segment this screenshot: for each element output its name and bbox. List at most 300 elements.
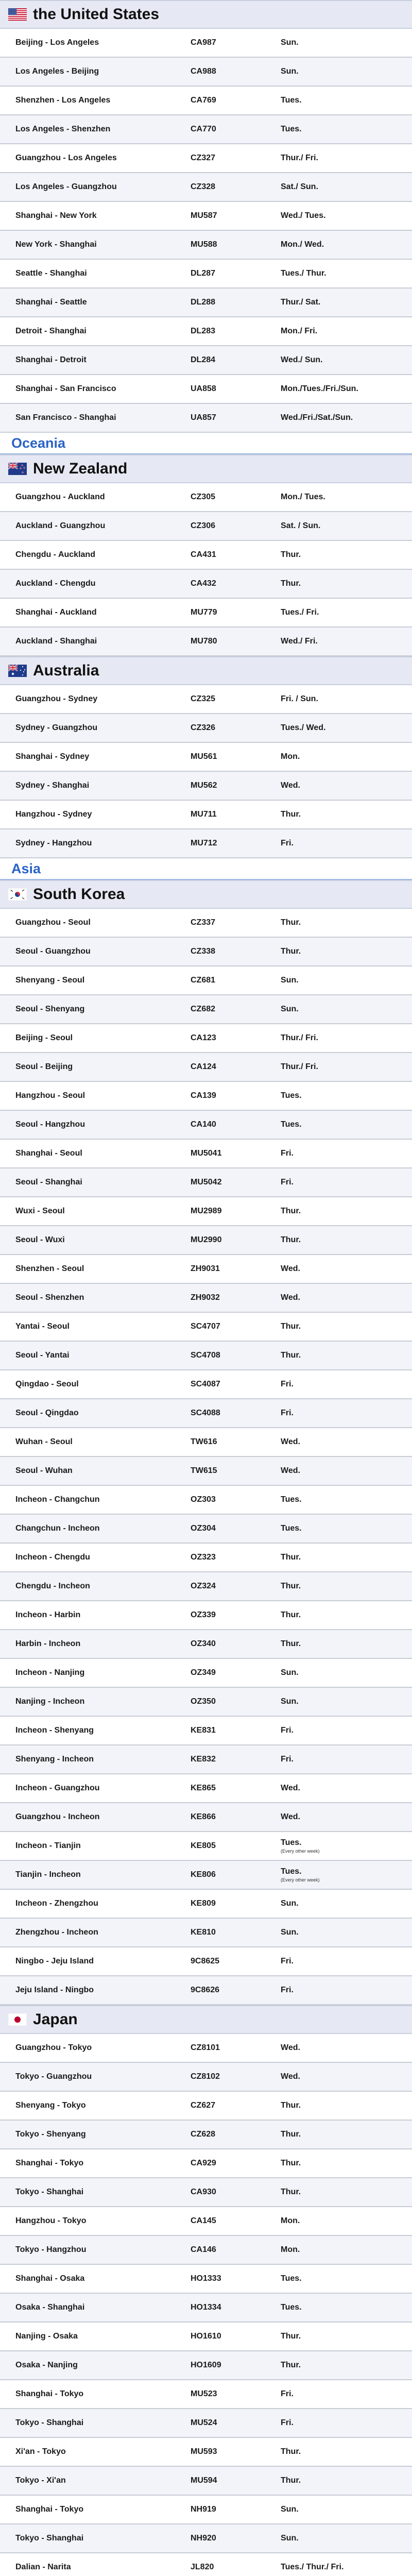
days-cell-text: Fri. <box>281 1409 294 1417</box>
table-row <box>0 909 412 938</box>
route-cell-text: Wuxi - Seoul <box>15 1207 65 1215</box>
route-cell-text: Tokyo - Hangzhou <box>15 2245 87 2254</box>
flight-number-cell-text: MU588 <box>191 240 217 249</box>
route-cell-text: Shanghai - New York <box>15 211 97 220</box>
flight-number-cell-text: CZ627 <box>191 2101 216 2110</box>
table-row <box>0 628 412 656</box>
days-cell-text: Thur./ Fri. <box>281 154 318 162</box>
days-cell <box>281 2332 412 2341</box>
route-cell <box>0 2418 191 2428</box>
flight-number-cell-text: CZ325 <box>191 694 216 703</box>
route-cell <box>0 1726 191 1735</box>
flight-number-cell <box>191 413 281 422</box>
table-row <box>0 2063 412 2092</box>
flight-number-cell-text: CA432 <box>191 579 216 588</box>
route-cell-text: Osaka - Shanghai <box>15 2303 85 2312</box>
flight-number-cell-text: CZ326 <box>191 723 216 732</box>
days-cell <box>281 1264 412 1274</box>
country-heading <box>0 454 412 483</box>
route-cell <box>0 240 191 249</box>
route-cell-text: Shanghai - Tokyo <box>15 2505 84 2514</box>
route-cell <box>0 355 191 365</box>
days-cell <box>281 579 412 588</box>
flight-number-cell <box>191 1495 281 1504</box>
days-cell <box>281 976 412 985</box>
flight-number-cell-text: UA857 <box>191 413 216 422</box>
days-cell-text: Wed. <box>281 1812 300 1821</box>
table-row <box>0 2149 412 2178</box>
route-cell <box>0 2563 191 2572</box>
flight-number-cell <box>191 2274 281 2283</box>
route-cell <box>0 608 191 617</box>
flight-number-cell <box>191 1697 281 1706</box>
days-cell-text: Sun. <box>281 1668 299 1677</box>
flight-number-cell-text: CZ8101 <box>191 2043 220 2052</box>
flight-number-cell <box>191 1784 281 1793</box>
flight-number-cell <box>191 1322 281 1331</box>
route-cell <box>0 1812 191 1822</box>
days-cell <box>281 839 412 848</box>
flight-number-cell-text: DL287 <box>191 269 216 278</box>
route-cell-text: Wuhan - Seoul <box>15 1437 73 1446</box>
days-cell <box>281 1668 412 1677</box>
route-cell-text: Shenzhen - Seoul <box>15 1264 84 1273</box>
route-cell <box>0 211 191 221</box>
flight-number-cell-text: CZ327 <box>191 154 216 162</box>
flight-number-cell-text: SC4088 <box>191 1409 220 1417</box>
flight-number-cell <box>191 2361 281 2370</box>
days-cell-text: Tues. <box>281 96 302 105</box>
days-cell-text: Tues./ Thur./ Fri. <box>281 2563 344 2571</box>
days-cell-text: Mon./ Fri. <box>281 327 318 335</box>
days-cell-text: Sun. <box>281 2505 299 2514</box>
flight-number-cell-text: MU523 <box>191 2389 217 2398</box>
flight-number-cell <box>191 1668 281 1677</box>
days-cell-text: Thur. <box>281 579 301 588</box>
country-name: Australia <box>33 662 99 679</box>
route-cell <box>0 2274 191 2283</box>
table-row <box>0 2207 412 2236</box>
days-cell <box>281 96 412 105</box>
route-cell <box>0 1697 191 1706</box>
days-cell-text: Wed. <box>281 2043 300 2052</box>
flight-number-cell-text: CZ682 <box>191 1005 216 1013</box>
days-cell <box>281 2159 412 2168</box>
flight-number-cell <box>191 1928 281 1937</box>
days-cell-text: Sun. <box>281 2534 299 2543</box>
route-cell <box>0 1409 191 1418</box>
days-cell-text: Thur. <box>281 2476 301 2485</box>
table-row <box>0 714 412 743</box>
route-cell-text: Detroit - Shanghai <box>15 327 87 335</box>
days-cell-text: Wed. <box>281 1784 300 1792</box>
route-cell-text: Guangzhou - Los Angeles <box>15 154 117 162</box>
route-cell-text: Los Angeles - Beijing <box>15 67 99 76</box>
flight-number-cell-text: CA124 <box>191 1062 216 1071</box>
flight-number-cell-text: JL820 <box>191 2563 214 2571</box>
days-cell-text: Fri. / Sun. <box>281 694 318 703</box>
days-cell <box>281 1611 412 1620</box>
table-row <box>0 1370 412 1399</box>
flight-number-cell <box>191 1351 281 1360</box>
flight-number-cell-text: CZ328 <box>191 182 216 191</box>
days-cell <box>281 2274 412 2283</box>
route-cell-text: Seoul - Beijing <box>15 1062 73 1071</box>
flight-number-cell <box>191 2159 281 2168</box>
route-cell-text: Shenzhen - Los Angeles <box>15 96 111 105</box>
flight-number-cell-text: KE805 <box>191 1841 216 1850</box>
days-cell-text: Mon./ Tues. <box>281 493 325 501</box>
flight-number-cell-text: MU711 <box>191 810 217 819</box>
days-cell <box>281 2563 412 2572</box>
days-cell <box>281 1726 412 1735</box>
days-cell <box>281 240 412 249</box>
table-row <box>0 1832 412 1861</box>
days-cell <box>281 1380 412 1389</box>
days-cell <box>281 1005 412 1014</box>
route-cell <box>0 269 191 278</box>
route-cell-text: San Francisco - Shanghai <box>15 413 116 422</box>
days-cell <box>281 2216 412 2226</box>
flight-number-cell <box>191 752 281 761</box>
days-cell-text: Fri. <box>281 1957 294 1965</box>
days-cell-text: Thur./ Fri. <box>281 1033 318 1042</box>
days-cell <box>281 521 412 531</box>
country-name: New Zealand <box>33 460 128 477</box>
days-cell-text: Tues. <box>281 1091 302 1100</box>
flight-number-cell-text: OZ323 <box>191 1553 216 1562</box>
table-row <box>0 772 412 801</box>
route-cell <box>0 1495 191 1504</box>
days-cell-text: Tues. <box>281 1495 302 1504</box>
days-cell <box>281 1582 412 1591</box>
route-cell <box>0 154 191 163</box>
route-cell <box>0 1322 191 1331</box>
route-cell-text: Qingdao - Seoul <box>15 1380 79 1388</box>
route-cell-text: Guangzhou - Auckland <box>15 493 105 501</box>
days-cell <box>281 493 412 502</box>
table-row <box>0 231 412 260</box>
table-row <box>0 2092 412 2121</box>
table-row <box>0 2467 412 2496</box>
table-row <box>0 2236 412 2265</box>
flight-number-cell <box>191 298 281 307</box>
route-cell-text: Seoul - Wuhan <box>15 1466 73 1475</box>
table-row <box>0 2380 412 2409</box>
route-cell <box>0 579 191 588</box>
route-cell <box>0 2245 191 2255</box>
route-cell <box>0 38 191 47</box>
table-row <box>0 1601 412 1630</box>
flight-number-cell <box>191 947 281 956</box>
route-cell <box>0 413 191 422</box>
flight-number-cell <box>191 269 281 278</box>
table-row <box>0 404 412 433</box>
route-cell-text: Tokyo - Xi'an <box>15 2476 66 2485</box>
days-cell <box>281 1322 412 1331</box>
days-cell <box>281 2130 412 2139</box>
table-row <box>0 2034 412 2063</box>
table-row <box>0 1717 412 1745</box>
route-cell <box>0 327 191 336</box>
table-row <box>0 801 412 829</box>
route-cell <box>0 1380 191 1389</box>
days-cell-text: Sun. <box>281 976 299 985</box>
flight-number-cell-text: MU524 <box>191 2418 217 2427</box>
route-cell <box>0 2447 191 2456</box>
flight-number-cell <box>191 1755 281 1764</box>
table-row <box>0 2496 412 2524</box>
days-cell-text: Wed. <box>281 1293 300 1302</box>
route-cell-text: Shanghai - Sydney <box>15 752 90 761</box>
route-cell-text: Hangzhou - Sydney <box>15 810 92 819</box>
table-row <box>0 1486 412 1515</box>
days-cell-text: Wed./ Fri. <box>281 637 318 646</box>
kr-flag-icon <box>8 888 33 901</box>
days-cell-text: Fri. <box>281 1755 294 1764</box>
days-cell-text: Mon./ Wed. <box>281 240 324 249</box>
flight-number-cell-text: CZ628 <box>191 2130 216 2139</box>
days-cell-text: Thur. <box>281 2130 301 2139</box>
table-row <box>0 1515 412 1544</box>
flight-number-cell-text: CZ305 <box>191 493 216 501</box>
flight-number-cell <box>191 1293 281 1302</box>
flight-number-cell-text: SC4087 <box>191 1380 220 1388</box>
route-cell-text: Ningbo - Jeju Island <box>15 1957 94 1965</box>
flight-number-cell <box>191 1235 281 1245</box>
days-cell <box>281 1178 412 1187</box>
route-cell <box>0 694 191 704</box>
days-cell <box>281 637 412 646</box>
flight-number-cell-text: CA123 <box>191 1033 216 1042</box>
table-row <box>0 1342 412 1370</box>
route-cell <box>0 1264 191 1274</box>
route-cell <box>0 1178 191 1187</box>
route-cell <box>0 1986 191 1995</box>
flight-number-cell-text: HO1610 <box>191 2332 221 2341</box>
flight-number-cell <box>191 2043 281 2053</box>
flight-number-cell <box>191 2188 281 2197</box>
days-cell <box>281 1235 412 1245</box>
days-cell <box>281 327 412 336</box>
route-cell <box>0 1870 191 1879</box>
route-cell-text: Shenyang - Tokyo <box>15 2101 86 2110</box>
route-cell-text: Incheon - Shenyang <box>15 1726 94 1735</box>
route-cell-text: Beijing - Seoul <box>15 1033 73 1042</box>
country-heading <box>0 880 412 909</box>
days-cell-text: Thur. <box>281 1322 301 1331</box>
route-cell <box>0 810 191 819</box>
route-cell <box>0 2303 191 2312</box>
flight-number-cell-text: CA930 <box>191 2188 216 2196</box>
table-row <box>0 1544 412 1572</box>
days-cell-text: Fri. <box>281 1178 294 1187</box>
route-cell <box>0 1899 191 1908</box>
route-cell <box>0 96 191 105</box>
flight-number-cell <box>191 1207 281 1216</box>
table-row <box>0 2438 412 2467</box>
table-row <box>0 1688 412 1717</box>
route-cell <box>0 1524 191 1533</box>
route-cell-text: Shanghai - Seoul <box>15 1149 82 1158</box>
route-cell-text: Auckland - Chengdu <box>15 579 96 588</box>
days-cell-text: Thur. <box>281 1553 301 1562</box>
days-cell-text: Tues. <box>281 125 302 133</box>
days-cell-text: Wed. <box>281 1264 300 1273</box>
days-cell-text: Thur. <box>281 947 301 956</box>
days-cell <box>281 1120 412 1129</box>
flight-number-cell-text: MU594 <box>191 2476 217 2485</box>
table-row <box>0 967 412 995</box>
table-row <box>0 938 412 967</box>
days-cell-text: Mon. <box>281 2245 300 2254</box>
days-cell <box>281 1293 412 1302</box>
days-cell-text: Tues. <box>281 2303 302 2312</box>
flight-number-cell <box>191 1957 281 1966</box>
days-cell <box>281 2303 412 2312</box>
table-row <box>0 2524 412 2553</box>
route-cell-text: Sydney - Shanghai <box>15 781 90 790</box>
country-heading <box>0 2005 412 2034</box>
flight-number-cell-text: CZ337 <box>191 918 216 927</box>
flight-number-cell <box>191 1870 281 1879</box>
route-cell-text: Tokyo - Shanghai <box>15 2534 84 2543</box>
route-cell <box>0 781 191 790</box>
flight-number-cell-text: CA987 <box>191 38 216 47</box>
days-cell-text: Tues. <box>281 2274 302 2283</box>
flight-number-cell <box>191 182 281 192</box>
flight-number-cell <box>191 384 281 394</box>
table-row <box>0 1976 412 2005</box>
country-name: the United States <box>33 6 160 23</box>
days-cell-text: Wed. <box>281 781 300 790</box>
days-cell <box>281 2072 412 2081</box>
flight-number-cell <box>191 1005 281 1014</box>
route-cell-text: Tokyo - Shenyang <box>15 2130 86 2139</box>
days-cell <box>281 1495 412 1504</box>
table-row <box>0 346 412 375</box>
days-cell-text: Thur. <box>281 2101 301 2110</box>
days-cell <box>281 1957 412 1966</box>
table-row <box>0 1861 412 1890</box>
days-cell-text: Sun. <box>281 1005 299 1013</box>
flight-number-cell <box>191 2303 281 2312</box>
flight-number-cell <box>191 550 281 560</box>
route-cell-text: Shanghai - Tokyo <box>15 2159 84 2167</box>
route-cell-text: Guangzhou - Seoul <box>15 918 91 927</box>
flight-number-cell-text: CA145 <box>191 2216 216 2225</box>
route-cell-text: Seoul - Wuxi <box>15 1235 65 1244</box>
route-cell-text: Sydney - Guangzhou <box>15 723 98 732</box>
days-cell-text: Tues./ Thur. <box>281 269 327 278</box>
days-cell <box>281 1838 412 1854</box>
days-cell <box>281 2389 412 2399</box>
days-cell-text: Tues. <box>281 1867 302 1876</box>
days-cell-text: Sat./ Sun. <box>281 182 318 191</box>
flight-number-cell-text: SC4708 <box>191 1351 220 1360</box>
days-cell <box>281 1867 412 1883</box>
days-cell-text: Thur. <box>281 2447 301 2456</box>
days-cell <box>281 1755 412 1764</box>
route-cell-text: New York - Shanghai <box>15 240 97 249</box>
flight-number-cell-text: HO1609 <box>191 2361 221 2369</box>
route-cell <box>0 637 191 646</box>
days-cell <box>281 1697 412 1706</box>
days-cell <box>281 1784 412 1793</box>
days-cell <box>281 2447 412 2456</box>
table-row <box>0 1168 412 1197</box>
days-cell <box>281 298 412 307</box>
route-cell-text: Incheon - Zhengzhou <box>15 1899 98 1908</box>
days-cell <box>281 1639 412 1649</box>
table-row <box>0 685 412 714</box>
days-cell-text: Thur./ Sat. <box>281 298 321 307</box>
route-cell <box>0 1351 191 1360</box>
flight-number-cell <box>191 2418 281 2428</box>
table-row <box>0 58 412 87</box>
route-cell <box>0 1841 191 1851</box>
route-cell <box>0 1466 191 1476</box>
days-cell-text: Wed. <box>281 2072 300 2081</box>
table-row <box>0 1053 412 1082</box>
flight-number-cell <box>191 1524 281 1533</box>
flight-number-cell-text: CZ8102 <box>191 2072 220 2081</box>
flight-number-cell <box>191 1899 281 1908</box>
route-cell-text: Chengdu - Incheon <box>15 1582 90 1590</box>
flight-number-cell-text: KE809 <box>191 1899 216 1908</box>
table-row <box>0 1226 412 1255</box>
table-row <box>0 2409 412 2438</box>
table-row <box>0 1428 412 1457</box>
route-cell-text: Hangzhou - Tokyo <box>15 2216 87 2225</box>
route-cell-text: Tokyo - Shanghai <box>15 2418 84 2427</box>
route-cell <box>0 1582 191 1591</box>
flight-number-cell <box>191 1466 281 1476</box>
route-cell-text: Tianjin - Incheon <box>15 1870 81 1879</box>
flight-number-cell-text: CA769 <box>191 96 216 105</box>
route-cell-text: Guangzhou - Sydney <box>15 694 98 703</box>
flight-number-cell <box>191 2130 281 2139</box>
table-row <box>0 1947 412 1976</box>
days-cell-text: Thur./ Fri. <box>281 1062 318 1071</box>
days-cell-text: Sun. <box>281 1899 299 1908</box>
route-cell-text: Sydney - Hangzhou <box>15 839 92 848</box>
days-cell <box>281 2361 412 2370</box>
days-cell <box>281 1812 412 1822</box>
table-row <box>0 1255 412 1284</box>
table-row <box>0 570 412 599</box>
flight-number-cell-text: MU779 <box>191 608 217 617</box>
table-row <box>0 144 412 173</box>
route-cell-text: Shanghai - Auckland <box>15 608 97 617</box>
flight-number-cell <box>191 918 281 927</box>
flight-number-cell-text: HO1334 <box>191 2303 221 2312</box>
days-cell-text: Wed./ Tues. <box>281 211 326 220</box>
route-cell <box>0 182 191 192</box>
route-cell <box>0 976 191 985</box>
days-cell <box>281 2043 412 2053</box>
days-cell-text: Thur. <box>281 2361 301 2369</box>
days-cell <box>281 1091 412 1100</box>
days-cell <box>281 154 412 163</box>
flight-number-cell <box>191 2563 281 2572</box>
flight-number-cell <box>191 154 281 163</box>
route-cell <box>0 1437 191 1447</box>
days-cell <box>281 38 412 47</box>
au-flag-icon <box>8 665 33 677</box>
days-cell <box>281 1553 412 1562</box>
route-cell <box>0 1668 191 1677</box>
